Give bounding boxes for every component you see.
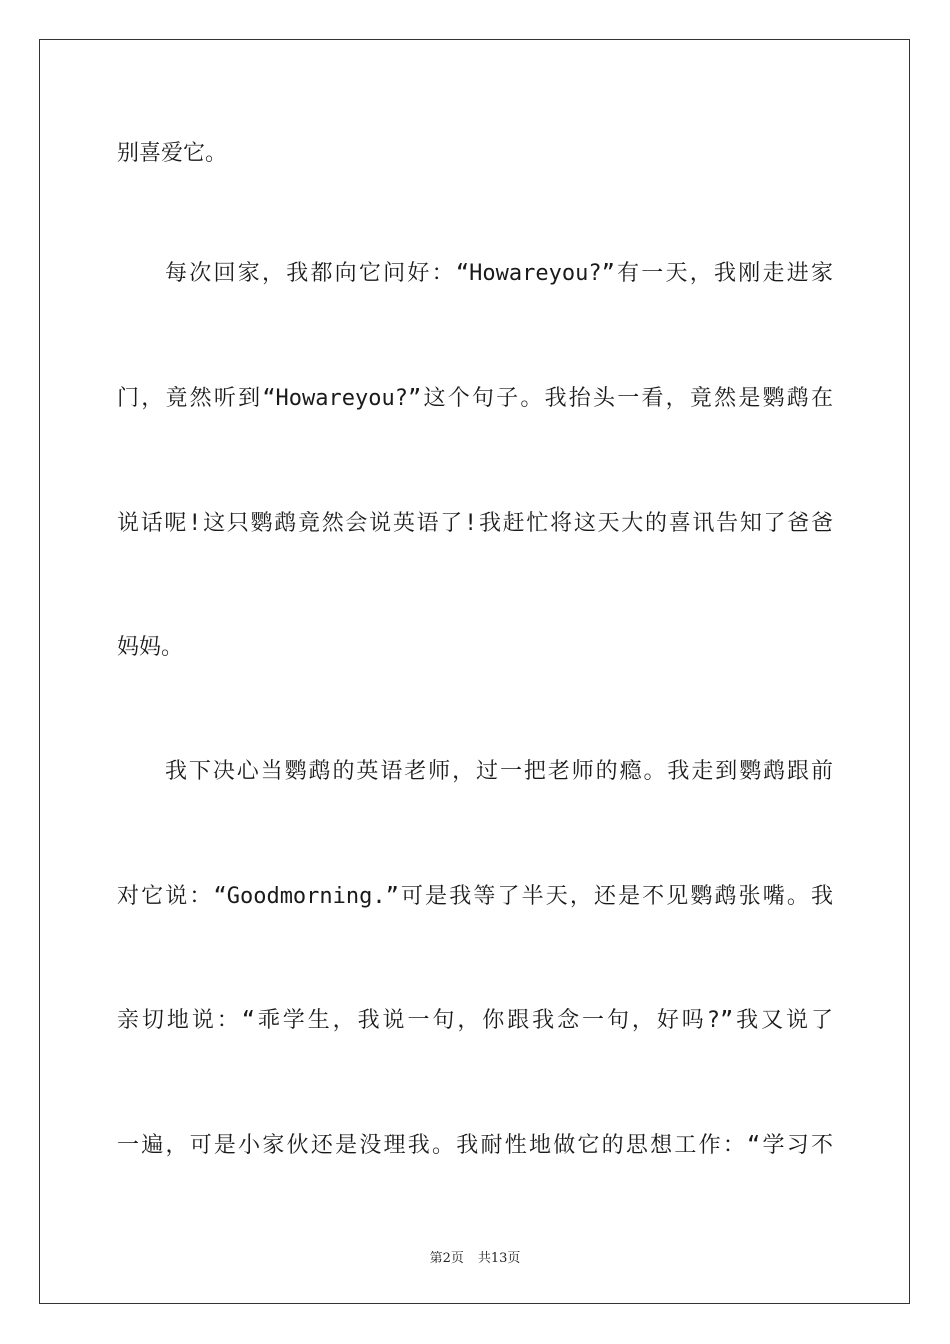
text-line-3: 门，竟然听到“Howareyou?”这个句子。我抬头一看，竟然是鹦鹉在 <box>117 386 833 411</box>
text-line-8: 亲切地说：“乖学生，我说一句，你跟我念一句，好吗?”我又说了 <box>117 1008 833 1033</box>
page-total: 共13页 <box>477 1251 521 1266</box>
text-line-1: 别喜爱它。 <box>117 141 228 166</box>
text-line-4: 说话呢!这只鹦鹉竟然会说英语了!我赶忙将这天大的喜讯告知了爸爸 <box>117 511 833 536</box>
page-footer <box>0 1247 950 1266</box>
text-line-2: 每次回家，我都向它问好：“Howareyou?”有一天，我刚走进家 <box>165 261 833 286</box>
text-line-7: 对它说：“Goodmorning.”可是我等了半天，还是不见鹦鹉张嘴。我 <box>117 884 833 909</box>
page-number: 第2页 <box>429 1251 464 1266</box>
page-frame <box>39 39 910 1304</box>
text-line-5: 妈妈。 <box>117 635 184 660</box>
text-line-9: 一遍，可是小家伙还是没理我。我耐性地做它的思想工作：“学习不 <box>117 1133 833 1158</box>
text-line-6: 我下决心当鹦鹉的英语老师，过一把老师的瘾。我走到鹦鹉跟前 <box>165 759 833 784</box>
